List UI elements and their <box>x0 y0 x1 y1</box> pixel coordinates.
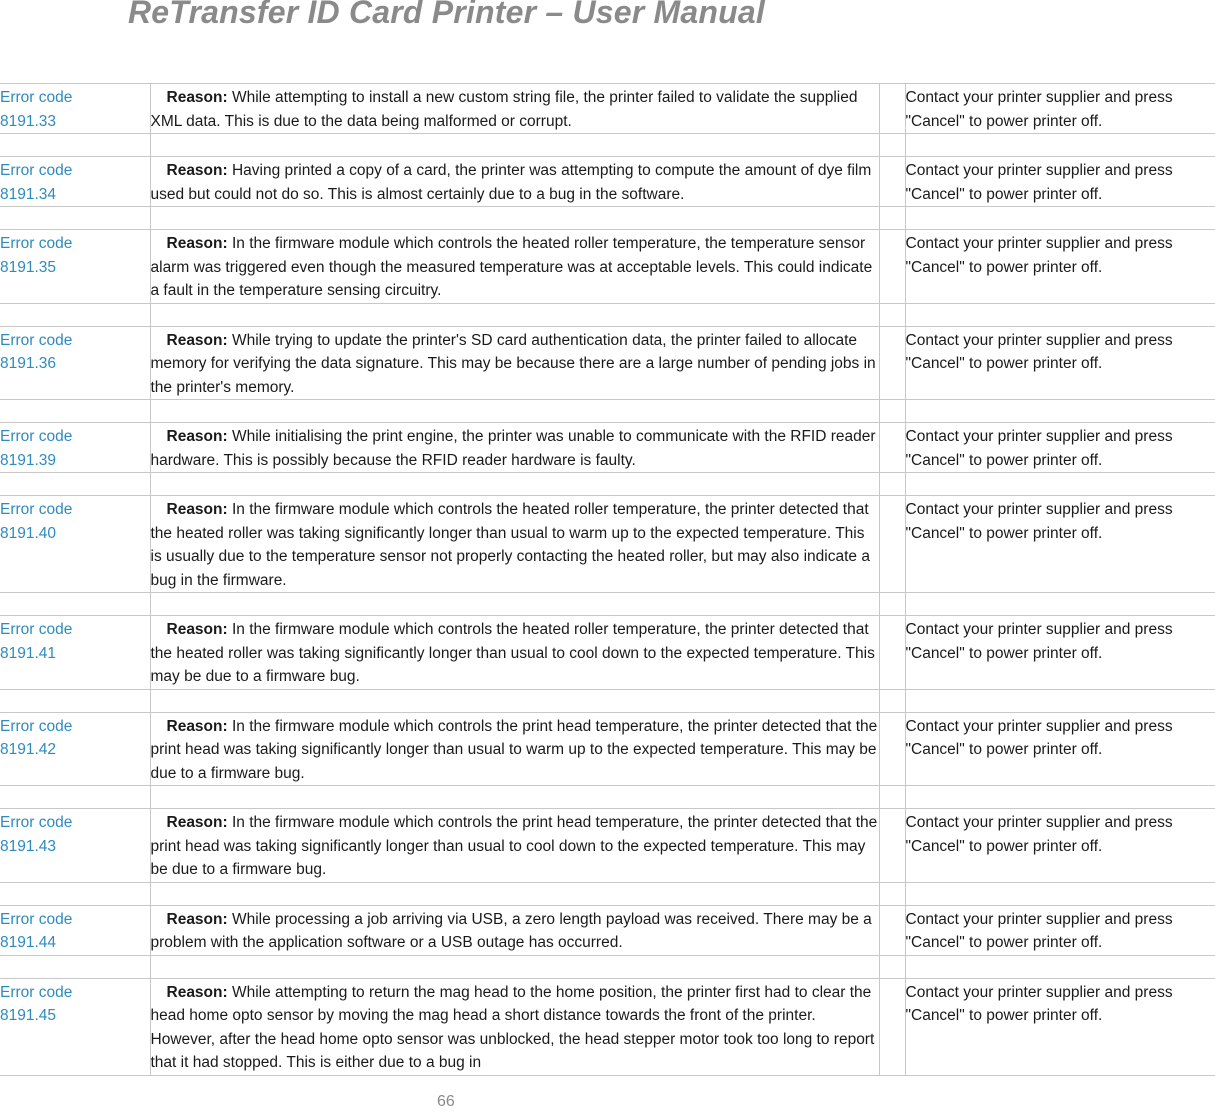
error-code: Error code 8191.42 <box>0 717 73 758</box>
spacer-cell <box>0 593 150 616</box>
table-row <box>0 423 1215 473</box>
table-row <box>0 496 1215 593</box>
spacer-cell <box>905 786 1215 809</box>
action-text: Contact your printer supplier and press "Cancel" to power printer off. <box>905 89 1173 130</box>
spacer-cell <box>0 882 150 905</box>
reason-label: Reason: <box>166 621 228 638</box>
error-code-table <box>0 83 1215 1076</box>
spacer-cell <box>0 786 150 809</box>
reason-label: Reason: <box>166 428 228 445</box>
table-row <box>0 978 1215 1075</box>
error-code-cell <box>0 423 150 473</box>
spacer-row <box>0 593 1215 616</box>
action-text: Contact your printer supplier and press "Cancel" to power printer off. <box>905 235 1173 276</box>
spacer-row <box>0 303 1215 326</box>
spacer-cell <box>0 134 150 157</box>
action-text: Contact your printer supplier and press "Cancel" to power printer off. <box>905 717 1173 758</box>
empty-cell <box>879 978 905 1075</box>
reason-cell <box>150 423 879 473</box>
empty-cell <box>879 84 905 134</box>
spacer-cell <box>150 786 879 809</box>
spacer-cell <box>905 473 1215 496</box>
spacer-cell <box>879 689 905 712</box>
table-row <box>0 84 1215 134</box>
table-row <box>0 905 1215 955</box>
error-code-cell <box>0 84 150 134</box>
action-cell <box>905 905 1215 955</box>
spacer-cell <box>0 303 150 326</box>
table-row <box>0 616 1215 690</box>
reason-cell <box>150 978 879 1075</box>
empty-cell <box>879 496 905 593</box>
action-text: Contact your printer supplier and press "Cancel" to power printer off. <box>905 621 1173 662</box>
action-cell <box>905 496 1215 593</box>
spacer-cell <box>150 593 879 616</box>
spacer-cell <box>150 955 879 978</box>
empty-cell <box>879 712 905 786</box>
reason-text: In the firmware module which controls the print head temperature, the printer detected that the print head was taking significantly longer than usual to cool down to the expected temperature. This may be due to a firmware bug. <box>150 814 878 878</box>
spacer-cell <box>905 689 1215 712</box>
spacer-cell <box>150 207 879 230</box>
reason-label: Reason: <box>166 910 228 928</box>
spacer-cell <box>0 400 150 423</box>
action-text: Contact your printer supplier and press "Cancel" to power printer off. <box>905 983 1173 1024</box>
reason-text: Having printed a copy of a card, the printer was attempting to compute the amount of dye film used but could not do so. This is almost certainly due to a bug in the software. <box>150 162 872 203</box>
spacer-cell <box>879 593 905 616</box>
error-code: Error code 8191.41 <box>0 621 73 662</box>
error-code: Error code 8191.45 <box>0 983 73 1024</box>
error-code: Error code 8191.36 <box>0 331 73 372</box>
spacer-cell <box>0 689 150 712</box>
reason-text: While attempting to return the mag head to the home position, the printer first had to clear the head home opto sensor by moving the mag head a short distance towards the front of the printer. However, after the head home opto sensor was unblocked, the head stepper motor took too long to report that it had stopped. This is either due to a bug in <box>150 983 875 1071</box>
spacer-row <box>0 207 1215 230</box>
error-code: Error code 8191.44 <box>0 910 73 951</box>
reason-text: In the firmware module which controls the heated roller temperature, the temperature sensor alarm was triggered even though the measured temperature was at acceptable levels. This could indicate a fault in the temperature sensing circuitry. <box>150 235 873 299</box>
action-text: Contact your printer supplier and press "Cancel" to power printer off. <box>905 814 1173 855</box>
spacer-cell <box>905 207 1215 230</box>
empty-cell <box>879 230 905 304</box>
error-code: Error code 8191.34 <box>0 162 73 203</box>
spacer-row <box>0 473 1215 496</box>
reason-text: While initialising the print engine, the printer was unable to communicate with the RFID reader hardware. This is possibly because the RFID reader hardware is faulty. <box>150 428 876 469</box>
reason-cell <box>150 326 879 400</box>
reason-cell <box>150 905 879 955</box>
reason-label: Reason: <box>166 983 228 1001</box>
spacer-cell <box>879 882 905 905</box>
reason-cell <box>150 496 879 593</box>
reason-cell <box>150 809 879 883</box>
action-cell <box>905 230 1215 304</box>
table-row <box>0 712 1215 786</box>
page-title: ReTransfer ID Card Printer – User Manual <box>128 0 765 30</box>
reason-label: Reason: <box>166 717 228 735</box>
spacer-cell <box>905 593 1215 616</box>
error-code-cell <box>0 905 150 955</box>
spacer-row <box>0 400 1215 423</box>
error-code-cell <box>0 496 150 593</box>
spacer-cell <box>150 400 879 423</box>
action-cell <box>905 712 1215 786</box>
reason-text: In the firmware module which controls the print head temperature, the printer detected that the print head was taking significantly longer than usual to warm up to the expected temperature. This may be due to a firmware bug. <box>150 717 878 782</box>
table-row <box>0 809 1215 883</box>
spacer-cell <box>879 303 905 326</box>
error-code-cell <box>0 809 150 883</box>
spacer-row <box>0 882 1215 905</box>
spacer-cell <box>905 400 1215 423</box>
table-row <box>0 230 1215 304</box>
reason-cell <box>150 230 879 304</box>
action-text: Contact your printer supplier and press "Cancel" to power printer off. <box>905 501 1173 542</box>
spacer-cell <box>0 955 150 978</box>
reason-text: While trying to update the printer's SD card authentication data, the printer failed to allocate memory for verifying the data signature. This may be because there are a large number of pending jobs in the printer's memory. <box>150 331 876 396</box>
empty-cell <box>879 157 905 207</box>
reason-cell <box>150 157 879 207</box>
spacer-cell <box>150 473 879 496</box>
action-text: Contact your printer supplier and press "Cancel" to power printer off. <box>905 910 1173 951</box>
spacer-cell <box>905 303 1215 326</box>
spacer-cell <box>879 134 905 157</box>
action-cell <box>905 616 1215 690</box>
spacer-cell <box>905 134 1215 157</box>
reason-cell <box>150 84 879 134</box>
empty-cell <box>879 905 905 955</box>
action-cell <box>905 809 1215 883</box>
action-cell <box>905 978 1215 1075</box>
error-code: Error code 8191.39 <box>0 428 73 469</box>
reason-label: Reason: <box>166 501 228 518</box>
reason-text: While attempting to install a new custom string file, the printer failed to validate the supplied XML data. This is due to the data being malformed or corrupt. <box>150 89 858 130</box>
reason-text: In the firmware module which controls the heated roller temperature, the printer detected that the heated roller was taking significantly longer than usual to cool down to the expected temperature. This may be due to a firmware bug. <box>150 621 875 685</box>
page-number: 66 <box>437 1093 455 1110</box>
spacer-row <box>0 689 1215 712</box>
error-code: Error code 8191.35 <box>0 235 73 276</box>
reason-label: Reason: <box>166 89 228 106</box>
action-text: Contact your printer supplier and press "Cancel" to power printer off. <box>905 162 1173 203</box>
spacer-cell <box>150 303 879 326</box>
spacer-cell <box>150 134 879 157</box>
spacer-cell <box>150 882 879 905</box>
action-cell <box>905 84 1215 134</box>
error-code: Error code 8191.40 <box>0 501 73 542</box>
reason-text: While processing a job arriving via USB, a zero length payload was received. There may be a problem with the application software or a USB outage has occurred. <box>150 910 872 951</box>
error-code: Error code 8191.43 <box>0 814 73 855</box>
reason-text: In the firmware module which controls the heated roller temperature, the printer detected that the heated roller was taking significantly longer than usual to warm up to the expected temperature. This is usually due to the temperature sensor not properly contacting the heated roller, but may also indicate a bug in the firmware. <box>150 501 870 589</box>
empty-cell <box>879 809 905 883</box>
reason-label: Reason: <box>166 162 228 179</box>
error-code-cell <box>0 230 150 304</box>
spacer-row <box>0 955 1215 978</box>
reason-cell <box>150 712 879 786</box>
spacer-cell <box>879 207 905 230</box>
action-cell <box>905 423 1215 473</box>
error-code-cell <box>0 157 150 207</box>
spacer-cell <box>905 882 1215 905</box>
reason-label: Reason: <box>166 814 228 831</box>
spacer-cell <box>0 473 150 496</box>
spacer-row <box>0 134 1215 157</box>
error-code-cell <box>0 978 150 1075</box>
action-cell <box>905 326 1215 400</box>
spacer-cell <box>879 473 905 496</box>
spacer-cell <box>879 955 905 978</box>
action-text: Contact your printer supplier and press "Cancel" to power printer off. <box>905 331 1173 372</box>
error-code-cell <box>0 712 150 786</box>
spacer-cell <box>879 400 905 423</box>
spacer-cell <box>879 786 905 809</box>
error-code-cell <box>0 326 150 400</box>
empty-cell <box>879 423 905 473</box>
table-row <box>0 326 1215 400</box>
error-code-cell <box>0 616 150 690</box>
reason-label: Reason: <box>166 235 228 252</box>
reason-label: Reason: <box>166 331 228 349</box>
spacer-cell <box>905 955 1215 978</box>
empty-cell <box>879 616 905 690</box>
spacer-row <box>0 786 1215 809</box>
action-cell <box>905 157 1215 207</box>
action-text: Contact your printer supplier and press "Cancel" to power printer off. <box>905 428 1173 469</box>
empty-cell <box>879 326 905 400</box>
spacer-cell <box>0 207 150 230</box>
error-code: Error code 8191.33 <box>0 89 73 130</box>
spacer-cell <box>150 689 879 712</box>
table-row <box>0 157 1215 207</box>
reason-cell <box>150 616 879 690</box>
